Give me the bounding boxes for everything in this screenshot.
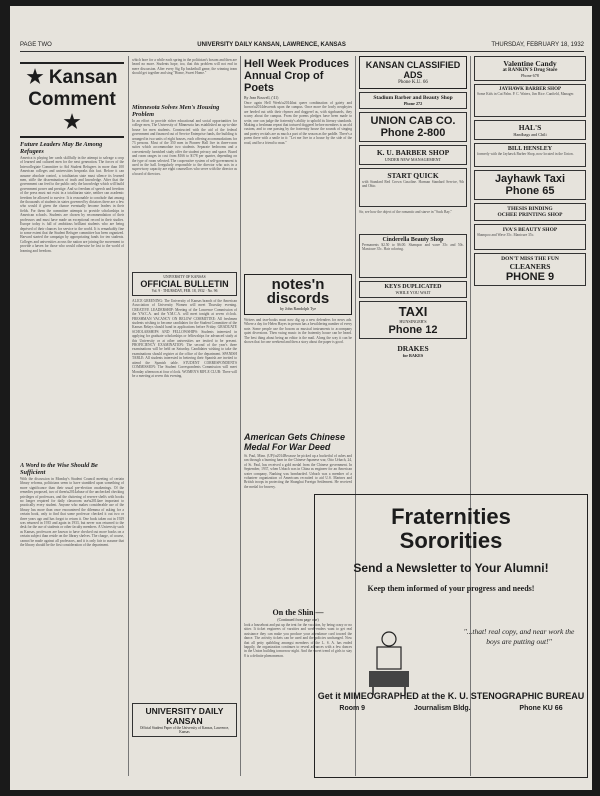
ad-phone: PHONE 9: [505, 271, 555, 283]
display-ad: [474, 56, 586, 81]
article-headline: Future Leaders May Be Among Refugees: [20, 141, 103, 155]
mimeograph-illustration: [363, 629, 415, 695]
article-headline: Hell Week Produces Annual Crop of Poets: [244, 58, 349, 94]
ad-title: K. U. BARBER SHOP: [376, 148, 450, 157]
ad-line-fraternities: Fraternities: [391, 504, 511, 529]
ad-title: HAL'S: [518, 123, 542, 132]
ad-subtitle: UNDER NEW MANAGEMENT: [384, 157, 442, 162]
article-body: In an effort to provide richer educational and social opportunities for college men, The University of Minnesota has established an up-to-date house for men students. Constructed with the aid of the federal government and financed out of Service Enterprise funds, the building is arranged in two units of eight houses, each offering accommodations for 73 persons. Most of the 350 men in Pioneer Hall live in three-room suites which accommodate two students. Separate bedrooms and a conveniently furnished study offer the student privacy and space. Board and room ranges in cost from $166 to $178 per quarter, depending on the type of room selected. The cooperative system of self-government is used in the hall. Irregularly responsible to the director who acts in a supervisory capacity are eight counsellors who serve with the director as a board of directors.: [132, 119, 237, 176]
ad-subtitle: for BAKES: [402, 353, 424, 358]
display-ad: IVA'S BEAUTY SHOP Shampoo and Wave 35c. Manicure 35c.: [474, 224, 586, 250]
ad-subtitle: HUNSINGER'S: [399, 319, 427, 324]
classified-header: [359, 56, 467, 89]
article-body: Once again Hell Week\u2014that queer combination of gaiety and horror\u2014descends upon the campus. Once more the lowly neophytes are herded out with their rhymes and doggerel as, with signboards, they scurry about the campus. From the poems pledges have been made to write, one can judge the fraternity's ability to uphold its literary standards. Making a freshman repeat that tortured doggerel before members is an old custom, and to one passing by the fraternity house the sounds of singing and poetry recitals are as much a part of the season as the paddle. There's a poem there with a smile in it: "Let me live in a house by the side of the road, and be a friend to man.": [244, 101, 352, 145]
masthead-title: UNIVERSITY DAILY KANSAN: [145, 706, 224, 726]
article-headline: On the Shin —: [272, 608, 324, 617]
ad-phone: Phone 2-800: [380, 127, 446, 139]
ad-line-informed: Keep them informed of your progress and needs!: [367, 584, 535, 593]
paper-masthead: [132, 703, 237, 737]
ad-title: UNION CAB CO.: [370, 115, 456, 127]
classified-ad: [359, 145, 467, 165]
bulletin-vol: Vol. 9 · THURSDAY, FEB. 18, 1932 · No. 96: [151, 289, 218, 293]
taxi-ad: [359, 301, 467, 339]
ad-title: Stadium Barber and Beauty Shop: [373, 95, 453, 101]
display-ad: BILL HENSLEY formerly with the Jayhawk Barber Shop, now located in the Union.: [474, 143, 586, 167]
classified-ad: [359, 112, 467, 142]
ad-title: THESIS BINDING: [507, 206, 553, 212]
classified-title: KANSAN CLASSIFIED ADS: [365, 60, 461, 80]
editorial-column: [20, 56, 124, 778]
display-ad: JAYHAWK BARBER SHOP Some Kids in Cut Palm. P. C. Waters, Jim Rice. Canfield, Manager.: [474, 84, 586, 117]
article-body: Writers and tear-books must now dig up a new defenders for news ads. Where a day for Helen Hayes in person has a bewildering number of every note. Some people use the bosom as musical instruments to accompany quiet diversions. Then swing music in the fraternity house can be heard. The best thing about being an editor is the mail. Along the way it can be shown that for one weekend and then a story about the paper is good.: [244, 318, 352, 345]
article-body: With the discussion in Monday's Student Council meeting of certain library reforms, politicians seem to have stumbled upon something of more significance than their usual pre-election awakenings. Of the remedies proposed, two of them\u2014abuse of the unchecked checking privileges of professors, and the cluttering of reserve shelfs with books no longer required for daily classroom use\u2014are important to practically every student. Anyone who makes considerable use of the library has more than once encountered the dilemma of asking for a certain book, only to find that some professor checked it out two or three years ago and has forgot to return it. One book taken out in 1929 was returned in 1935 and again in 1933, but never was returned to the desk for the use of students or other faculty members. A University such as Kansas, professors are known to have checked out more books on a certain subject than reside on the library shelves. The charge, of course, cannot be made against all professors, and it is only fair to assume that the library should be the first consideration of the department.: [20, 477, 124, 548]
ad-building: Journalism Bldg.: [413, 705, 471, 712]
display-ad: [474, 253, 586, 286]
bulletin-sub: UNIVERSITY OF KANSAS: [163, 275, 206, 279]
ad-title: Cinderella Beauty Shop: [382, 237, 444, 243]
article-subhead: (Continued from page one): [277, 618, 319, 622]
ad-title: IVA'S BEAUTY SHOP: [502, 227, 558, 233]
ad-title: DRAKES: [397, 344, 429, 353]
ad-title-2: CLEANERS: [509, 262, 551, 271]
ad-phone: Phone KU 66: [519, 705, 563, 712]
bulletin-title: OFFICIAL BULLETIN: [140, 279, 229, 289]
notes-byline: by John Randolph Tye: [280, 306, 316, 311]
issue-date: THURSDAY, FEBRUARY 18, 1932: [491, 42, 584, 48]
article-headline: American Gets Chinese Medal For War Deed: [244, 432, 346, 452]
classified-ad: [359, 92, 467, 109]
ad-subtitle: WHILE YOU WAIT: [395, 290, 431, 295]
classified-ad: START QUICK with Standard Red Crown Gasoline. Harman Standard Service, 9th and Ohio.: [359, 168, 467, 207]
classified-phone: Phone K.U. 66: [398, 80, 428, 85]
drakes-ad: [359, 342, 467, 360]
classified-ad: [359, 281, 467, 298]
ad-title: TAXI: [398, 304, 428, 319]
display-ad: [474, 120, 586, 140]
page-header: [20, 42, 584, 52]
classified-ad: Cinderella Beauty Shop Permanents $2.50 to $6.00. Shampoo and wave 35c and 50c. Manicure 35c. Hair coloring.: [359, 234, 467, 278]
ad-line-sororities: Sororities: [399, 528, 503, 553]
ad-contact: [315, 705, 587, 712]
ad-title-2: OCHEE PRINTING SHOP: [497, 212, 563, 218]
article-headline: Minnesota Solves Men's Housing Problem: [132, 104, 220, 118]
notes-title: notes'n discords: [266, 276, 330, 307]
ad-phone: Phone 12: [388, 324, 438, 336]
article-body: which bore for a while each spring in the politician's bosom and then are heard no more. Students hope, too, that this problem will not end in mere discussion. After every Sig Ep basketball game, the winning team should get together and sing "Home, Sweet Home.": [132, 58, 237, 76]
ad-title: BILL HENSLEY: [507, 146, 553, 152]
ad-quote: "...that! real copy, and near work the boys are putting out!": [463, 627, 575, 646]
display-ad: [474, 170, 586, 200]
paper-name: UNIVERSITY DAILY KANSAN, LAWRENCE, KANSAS: [197, 42, 346, 48]
official-bulletin: [132, 272, 237, 296]
ad-title: Jayhawk Taxi: [494, 173, 566, 185]
ad-title: Valentine Candy: [503, 59, 557, 68]
page-number: PAGE TWO: [20, 42, 52, 48]
masthead-sub: Official Student Paper of the University of Kansas, Lawrence, Kansas: [139, 726, 230, 734]
ad-phone: Phone 65: [505, 185, 555, 197]
ad-phone: Phone 678: [521, 73, 539, 78]
ad-phone: Phone 272: [403, 101, 423, 106]
ad-room: Room 9: [339, 705, 366, 712]
ad-line-newsletter: Send a Newsletter to Your Alumni!: [353, 561, 549, 575]
ad-title: KEYS DUPLICATED: [384, 284, 442, 290]
news-column-2: [132, 56, 237, 778]
article-body: St. Paul, Minn. (UP)\u2014Because he picked up a bucketful of ashes and ran through a burning barn in the Chinese-Japanese war, Otto Urbach, 24, of St. Paul, has received a gold medal from the Chinese government. In September, 1937, when Urbach was in China as engineer for an American water company, Nanking was bombarded. Urbach was a member of a volunteer organization of Americans recruited to aid U.S. Marines and British troops in protecting the Shanghai Foreign Settlement. He received the medal for bravery.: [244, 454, 352, 489]
ad-title: START QUICK: [387, 171, 439, 180]
newspaper-page: [10, 6, 592, 790]
section-title: ★ Kansan Comment ★: [20, 62, 124, 138]
display-ad: [474, 203, 586, 221]
fraternity-ad: [314, 494, 588, 778]
ads-column: [474, 56, 586, 490]
article-headline: A Word to the Wise Should Be Sufficient: [20, 462, 98, 476]
article-body: look a houseboat and put up the tent for the vacation, by being crazy or no sitter. It ticket engineers of varsities and week-enders want to get real assistance they can make you produce your attendance card toward the dance. The activity tickets can be used and the policies unchanged. Now that all petty quibbling amongst members of the L. S. A. has ended happily, the organization continues to reveal advances with a few dances in the Union building tomorrow night. And the sweet trend of girls to stay 8 is a definite phenomenon.: [244, 623, 352, 658]
ad-line-mimeograph: Get it MIMEOGRAPHED at the K. U. STENOGRAPHIC BUREAU: [317, 691, 585, 701]
ad-subtitle: at RANKIN'S Drug Store: [502, 68, 558, 73]
ad-title: DON'T MISS THE FUN: [501, 256, 559, 262]
article-body: America is playing her cards skillfully in the attempt to salvage a crop of learned and cultured men for the next generation. The forces of the Intercollegiate Committee to Aid Student Refugees in more than 100 American colleges and universities bespeaks this fact. Before it can assume absolute control, a totalitarian state must silence its learned men, stifle the dissemination of truth and knowledge. After that the government can feed to the public only the knowledge which will build government power and prestige. And so freedom of speech and freedom of the press must not exist in a totalitarian state, neither can academic freedom be allowed to survive. It is reasonable to conclude that among the thousands of students in states governed by dictators there are a few who would if given the chance eventually become leaders in their fields. For them the committee attempts to provide scholarships in American schools. Students are chosen by recommendation of their professors and must have made an exceptional record in their studies. Europe today is full of ambitious brilliant students who are being deprived of their chances for service to the world. It is remarkably fine to some extent that the Student Refugee committee has been organized. Harvard started the campaign by appropriating funds for ten students. Colleges and universities across the nation are joining the movement to provide a haven for those who would otherwise be lost to the world of learning and freedom.: [20, 156, 124, 253]
bulletin-body: ALICE GREENING: The University of Kansas branch of the American Association of University Women will meet Thursday evening. CREATIVE LEADERSHIP: Meeting of the Lawrence Commission of the Y.W.C.A. and the Y.M.C.A. will meet tonight at seven o'clock. FRESHMAN VACANCY ON BELOW COMMITTEE: All freshmen students wishing to become candidates for the Student Committee of the Kansas Relays should hand in applications before Friday. GRADUATE SCHOLARSHIPS AND FELLOWSHIPS: Students interested in applying for graduate scholarships or fellowships for advanced study at this University or at other universities are invited to be present. PROFICIENCY EXAMINATION: The second of the year's three examinations will be held on Saturday. Candidates wishing to take the examinations should register at the office of the department. SPANISH TABLE: All students interested in bettering their Spanish are invited to attend the Spanish table. STUDENT CORRESPONDENTS COMMISSION: The Student Correspondents Commission will meet Monday afternoon at four o'clock. WOMEN'S RIFLE CLUB: There will be a meeting at seven this evening.: [132, 299, 237, 378]
ad-title: JAYHAWK BARBER SHOP: [498, 87, 562, 92]
article-byline: By Jean Boswell, ('41): [244, 96, 279, 100]
notes-column-head: [244, 274, 352, 315]
classified-column: KANSAN CLASSIFIED ADS Phone K.U. 66 Stadium Barber and Beauty Shop Phone 272 UNION CAB CO. Phone 2-800 K. U. BARBER SHOP UNDER NEW MANAGEMENT START QUICK with Standard Red Crown Gasoline. Harman Standard Service, 9th and Ohio. Sir, see how the object of the romantic and starve in "Suck Bay." Cinderella Beauty Shop Permanents $2.50 to $6.00. Shampoo and wave 35c and 50c. Manicure 35c. Hair coloring. KEYS DUPLICATED WHILE YOU WAIT TAXI HUNSINGER'S Phone 12 DRAKES for BAKES: [359, 56, 467, 778]
ad-subtitle: Handbags and Chili: [513, 132, 547, 137]
